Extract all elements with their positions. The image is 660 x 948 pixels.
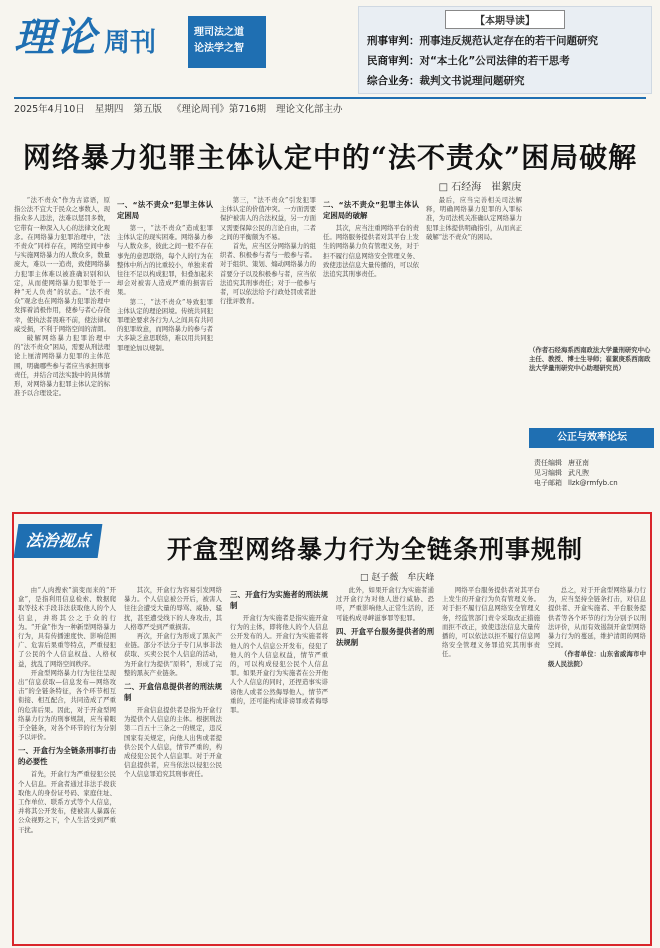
article2-body [18, 586, 646, 938]
article2-col-2: 其次，开盒行为容易引发网络暴力。个人信息被公开后，被害人往往会遭受大量的辱骂、威胁、骚扰，甚至遭受线下的人身攻击，其人格尊严受到严重损害。 再次，开盒行为形成了黑灰产业链。部分不法分子专门从事非法获取、买卖公民个人信息的活动，为开盒行为提供“原料”，形成了完整的黑灰产业链条。 二、开盒信息提供者的刑法规制 开盒信息提供者是指为开盒行为提供个人信息的主体。根据刑法第二百五十三条之一的规定，违反国家有关规定，向他人出售或者提供公民个人信息，情节严重的，构成侵犯公民个人信息罪。对于开盒信息提供者，应当依法以侵犯公民个人信息罪追究其刑事责任。 [124, 586, 222, 779]
article2-col-6: 总之，对于开盒型网络暴力行为，应当坚持全链条打击，对信息提供者、开盒实施者、平台服务提供者等各个环节的行为分别予以刑法评价，从而有效遏制开盒型网络暴力行为的蔓延，维护清朗的网络空间。 （作者单位：山东省威海市中级人民法院） [548, 586, 646, 668]
edition: 第五版 [133, 104, 162, 115]
slogan-box [188, 16, 266, 68]
issue-preview [358, 6, 652, 94]
article2-author-note: （作者单位：山东省威海市中级人民法院） [548, 650, 646, 668]
sponsor: 理论文化部主办 [275, 104, 343, 115]
article1-subheading-2: 二、“法不责众”犯罪主体认定困局的破解 [323, 200, 419, 220]
issue-number: 《理论周刊》第716期 [171, 104, 266, 115]
article2-byline: □ 赵子薇 牟庆峰 [360, 573, 435, 583]
article1-headline[interactable]: 网络暴力犯罪主体认定中的“法不责众”困局破解 [22, 141, 638, 174]
preview-list [367, 31, 647, 91]
title-small: 周刊 [104, 28, 157, 58]
masthead [0, 0, 660, 96]
article1-col-2: 一、“法不责众”犯罪主体认定困局 第一，“法不责众”造成犯罪主体认定的现实困难。网络暴力参与人数众多，彼此之间一般不存在事先的意思联络，每个人的行为在整体中所占的比重较小，单独来看往往不足以构成犯罪，但叠加起来却会对被害人造成严重的损害后果。 第二，“法不责众”导致犯罪主体认定的理论困境。传统共同犯罪理论要求各行为人之间具有共同的犯罪故意，而网络暴力的参与者大多缺乏意思联络，难以用共同犯罪理论加以规制。 [117, 200, 213, 352]
preview-heading: 【本期导读】 [445, 10, 565, 29]
slogan-line-1: 理司法之道 [194, 27, 244, 38]
email-link[interactable]: llzk@rmfyb.cn [568, 479, 618, 487]
column-tag[interactable]: 公正与效率论坛 [529, 428, 654, 448]
article1-col-1: “法不责众”作为古谚语，原指公法不宜大于民众之事数人，现指众多人违法，法难以惩罚多数，它带有一种深入人心的法律文化观念。在网络暴力犯罪治理中，“法不责众”同样存在，网络空间中参与实施网络暴力的人数众多，数量庞大，难以一一追责，致使网络暴力犯罪主体难以被准确识别和认定，从而使网络暴力犯罪处于一种“无人负责”的状态。“法不责众”观念也在网络暴力犯罪治理中发挥着消极作用，使参与者心存侥幸，使执法者畏难不前，使法律权威受损，不利于网络空间的清朗。 破解网络暴力犯罪治理中的“法不责众”困局，需要从刑法理论上厘清网络暴力犯罪的主体范围，明确哪些参与者应当承担刑事责任，并结合司法实践中的具体情形，对网络暴力犯罪主体认定的标准予以合理设定。 [14, 196, 110, 398]
slogan-line-2: 论法学之智 [194, 43, 244, 54]
column-badge: 法治视点 [14, 524, 103, 558]
preview-item[interactable]: 民商审判：对“本土化”公司法律的若干思考 [367, 55, 570, 67]
article2-headline[interactable]: 开盒型网络暴力行为全链条刑事规制 [166, 535, 583, 564]
article1-byline: □ 石经海 崔絮庚 [438, 182, 522, 193]
article2-col-3: 三、开盒行为实施者的刑法规制 开盒行为实施者是指实施开盒行为的主体，即将他人的个人信息公开发布的人。开盒行为实施者将他人的个人信息公开发布，侵犯了他人的个人信息权益，情节严重的，可以构成侵犯公民个人信息罪。如果开盒行为实施者在公开他人个人信息的同时，还捏造事实诽谤他人或者公然侮辱他人，情节严重的，还可能构成诽谤罪或者侮辱罪。 [230, 590, 328, 715]
article1-col-5: 最后，应当完善相关司法解释，明确网络暴力犯罪的入罪标准，为司法机关准确认定网络暴力犯罪主体提供明确指引，从而真正破解“法不责众”的困局。 [426, 196, 522, 241]
article1-col-4: 二、“法不责众”犯罪主体认定困局的破解 其次，应当注重网络平台的责任。网络服务提供者对其平台上发生的网络暴力负有管理义务，对于拒不履行信息网络安全管理义务、致使违法信息大量传播的，可以依法追究其刑事责任。 [323, 200, 419, 279]
article1-subheading-1: 一、“法不责众”犯罪主体认定困局 [117, 200, 213, 220]
article2-subheading-2: 二、开盒信息提供者的刑法规制 [124, 682, 222, 703]
article2-col-1: 由“人肉搜索”演变而来的“开盒”，是指利用信息检索、数据爬取等技术手段非法获取他人的个人信息，并将其公之于众的行为。“开盒”作为一种新型网络暴力行为，具有传播速度快、影响范围广、危害后果重等特点，严重侵犯了公民的个人信息权益、人格权益，扰乱了网络空间秩序。 开盒型网络暴力行为往往呈现出“信息获取—信息发布—网络攻击”的全链条特征，各个环节相互衔接、相互配合，共同造成了严重的危害后果。因此，对于开盒型网络暴力行为的刑事规制，应当着眼于全链条，对各个环节的行为分别予以评价。 一、开盒行为全链条刑事打击的必要性 首先，开盒行为严重侵犯公民个人信息。开盒者通过非法手段获取他人的身份证号码、家庭住址、工作单位、联系方式等个人信息，并将其公开发布，使被害人暴露在公众视野之下，个人生活受到严重干扰。 [18, 586, 116, 834]
preview-item[interactable]: 刑事审判：刑事违反规范认定存在的若干问题研究 [367, 35, 598, 47]
article1-author-note: （作者石经海系西南政法大学量刑研究中心主任、教授、博士生导师；崔絮庚系西南政法大学量刑研究中心助理研究员） [529, 346, 651, 373]
article2-col-5: 网络平台服务提供者对其平台上发生的开盒行为负有管理义务。对于拒不履行信息网络安全管理义务，经监管部门责令采取改正措施而拒不改正，致使违法信息大量传播的，可以依法以拒不履行信息网络安全管理义务罪追究其刑事责任。 [442, 586, 540, 659]
article1-body [14, 196, 524, 502]
article2-subheading-1: 一、开盒行为全链条刑事打击的必要性 [18, 746, 116, 767]
dateline [14, 97, 646, 113]
article2-col-4: 此外，如果开盒行为实施者通过开盒行为对他人进行威胁、恐吓，严重影响他人正常生活的，还可能构成寻衅滋事罪等犯罪。 四、开盒平台服务提供者的刑法规制 [336, 586, 434, 647]
article2-subheading-3: 三、开盒行为实施者的刑法规制 [230, 590, 328, 610]
editor-info: 责任编辑 唐亚南 见习编辑 武凡煦 电子邮箱 llzk@rmfyb.cn [534, 459, 618, 487]
date: 2025年4月10日 [14, 104, 85, 115]
article1-col-3: 第三，“法不责众”引发犯罪主体认定的价值冲突。一方面需要保护被害人的合法权益，另一方面又需要保障公民的言论自由，二者之间的平衡颇为不易。 首先，应当区分网络暴力的组织者、积极参与者与一般参与者。对于组织、策划、煽动网络暴力的首要分子以及积极参与者，应当依法追究其刑事责任；对于一般参与者，可以依法给予行政处罚或者进行批评教育。 [220, 196, 316, 306]
title-big: 理论 [14, 14, 98, 61]
article2-subheading-4: 四、开盒平台服务提供者的刑法规制 [336, 626, 434, 647]
weekday: 星期四 [94, 104, 124, 115]
newspaper-title [14, 6, 156, 63]
preview-item[interactable]: 综合业务：裁判文书说理问题研究 [367, 75, 525, 87]
